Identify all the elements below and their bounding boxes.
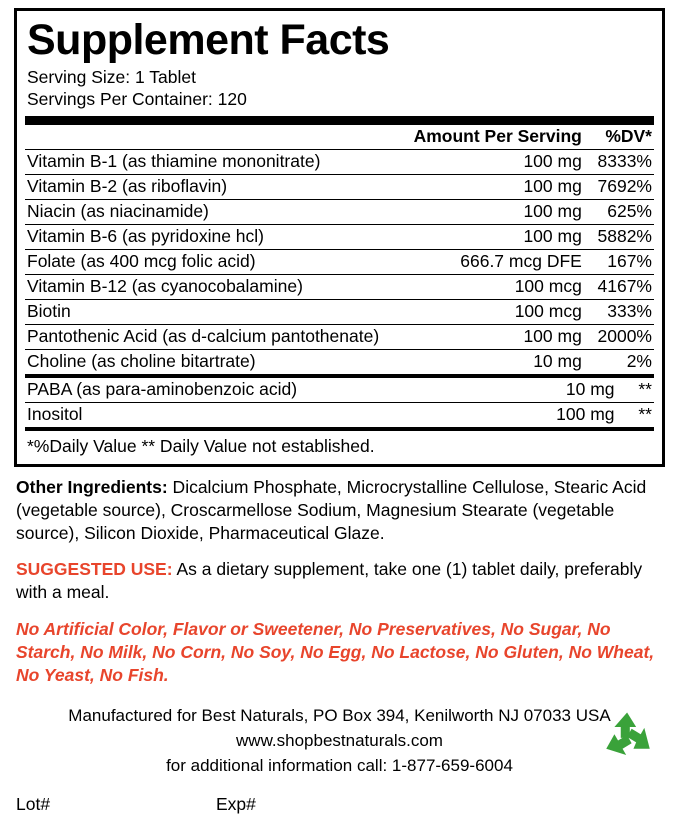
row-amount: 100 mg [556,404,615,424]
table-row [25,175,654,200]
row-amount: 100 mcg [402,275,594,300]
servings-per-container-text: Servings Per Container: 120 [27,89,247,109]
table-row [25,325,654,350]
free-from-claims: No Artificial Color, Flavor or Sweetener, No Preservatives, No Sugar, No Starch, No Milk, No Corn, No Soy, No Egg, No Lactose, No Gluten, No Wheat, No Yeast, No Fish. [16,619,655,685]
manufacturer-phone: for additional information call: 1-877-659-6004 [166,756,513,775]
manufacturer-website[interactable]: www.shopbestnaturals.com [236,731,443,750]
row-dv: 8333% [594,150,654,175]
table-row [25,350,654,375]
row-name: Vitamin B-1 (as thiamine mononitrate) [25,150,402,175]
table-row [25,150,654,175]
row-name: Choline (as choline bitartrate) [27,351,256,371]
table-row [25,378,654,403]
header-amount-cell: Amount Per Serving [402,125,594,150]
row-amount: 10 mg [533,351,582,371]
suggested-use-text: As a dietary supplement, take one (1) tablet daily, preferably with a meal. [16,559,643,602]
other-ingredients [16,476,663,545]
table-row [25,250,654,275]
row-amount: 100 mg [402,150,594,175]
other-ingredients-label: Other Ingredients: [16,477,168,497]
row-name: PABA (as para-aminobenzoic acid) [25,378,503,403]
row-amount: 100 mg [402,200,594,225]
panel-divider-bottom [25,427,654,431]
table-row [25,403,654,428]
manufacturer-line: Manufactured for Best Naturals, PO Box 394, Kenilworth NJ 07033 USA [68,706,611,725]
row-name: Folate (as 400 mcg folic acid) [25,250,402,275]
row-dv: 5882% [594,225,654,250]
suggested-use [16,558,663,604]
exp-date-label: Exp# [216,794,256,814]
lot-number-label: Lot# [16,794,51,814]
nutrition-table [25,125,654,374]
table-row [25,275,654,300]
header-dv-cell: %DV* [594,125,654,150]
manufacturer-block [14,703,665,778]
row-amount: 666.7 mcg DFE [402,250,594,275]
row-dv: 4167% [594,275,654,300]
nutrition-table-secondary [25,378,654,427]
row-amount: 100 mg [402,175,594,200]
row-dv: 7692% [594,175,654,200]
panel-divider-thick-top [25,116,654,125]
suggested-use-label: SUGGESTED USE: [16,559,173,579]
row-amount: 10 mg [503,378,627,403]
table-row [25,200,654,225]
table-row [25,300,654,325]
other-ingredients-text: Dicalcium Phosphate, Microcrystalline Cellulose, Stearic Acid (vegetable source), Croscarmellose Sodium, Magnesium Stearate (vegetable source), Silicon Dioxide, Pharmaceutical Glaze. [16,477,647,543]
row-name: Biotin [25,300,402,325]
row-amount: 100 mg [402,225,594,250]
row-name: Vitamin B-12 (as cyanocobalamine) [25,275,402,300]
row-dv: 625% [594,200,654,225]
page-title: Supplement Facts [27,16,390,64]
row-name: Vitamin B-2 (as riboflavin) [25,175,402,200]
row-dv: 333% [594,300,654,325]
serving-size-text: Serving Size: 1 Tablet [27,67,196,87]
recycle-icon [597,707,659,765]
row-amount: 100 mg [402,325,594,350]
daily-value-footnote: *%Daily Value ** Daily Value not established. [27,436,375,456]
row-name: Pantothenic Acid (as d-calcium pantothenate) [25,325,402,350]
row-name: Vitamin B-6 (as pyridoxine hcl) [25,225,402,250]
row-name: Niacin (as niacinamide) [25,200,402,225]
header-name-cell [25,125,402,150]
row-amount: 100 mcg [402,300,594,325]
row-name: Inositol [27,404,83,424]
table-header-row [25,125,654,150]
row-dv: 2% [626,351,652,371]
lot-exp-row [14,794,665,815]
row-dv: 167% [594,250,654,275]
table-row [25,225,654,250]
row-dv: 2000% [594,325,654,350]
row-dv: ** [627,378,654,403]
supplement-facts-panel [14,8,665,467]
row-dv: ** [638,404,652,424]
